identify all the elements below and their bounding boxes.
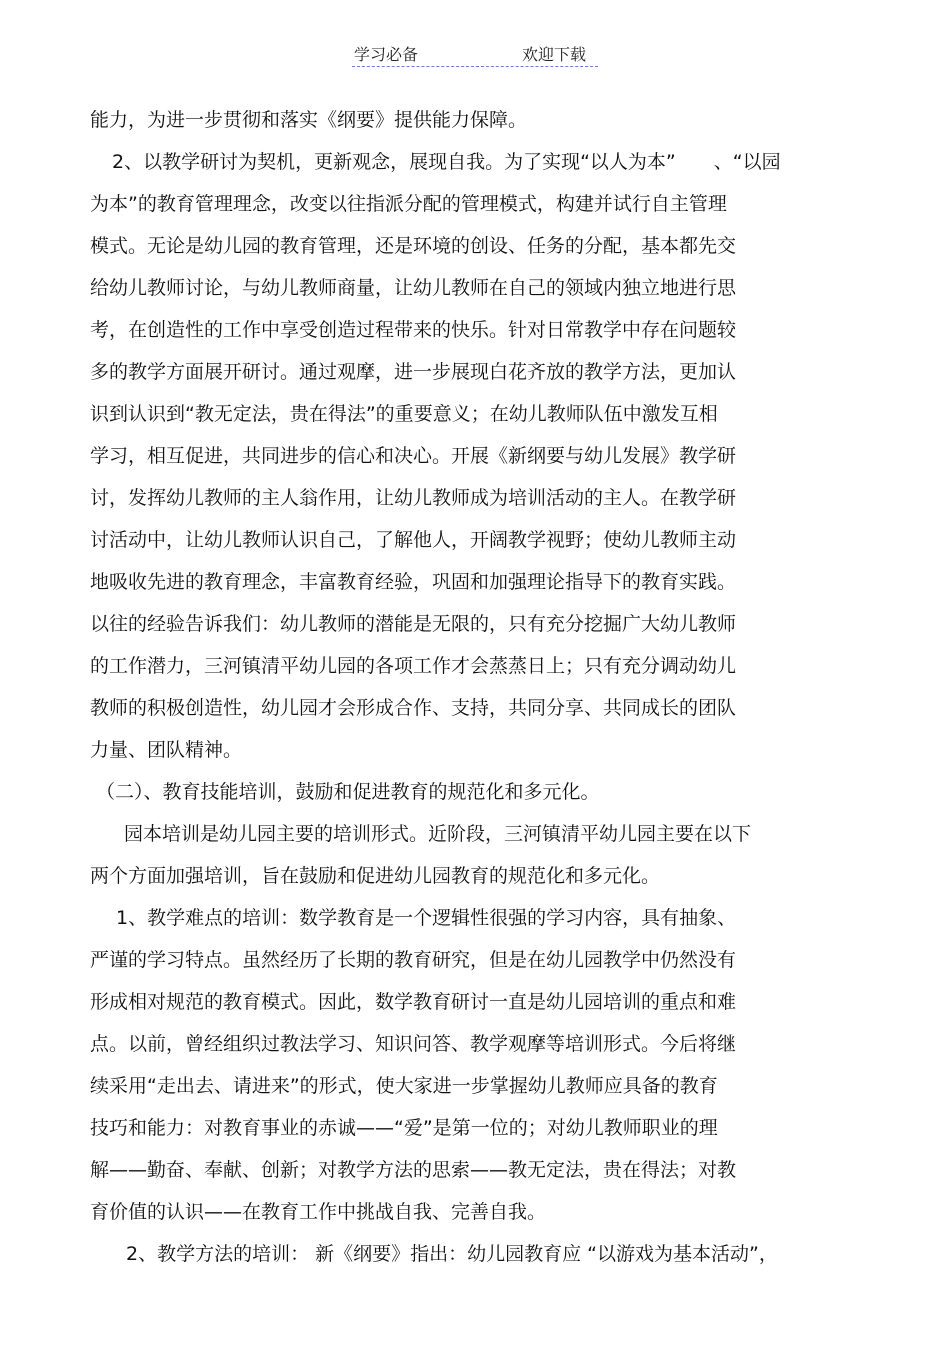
body-line-21: 严谨的学习特点。虽然经历了长期的教育研究，但是在幼儿园教学中仍然没有 bbox=[90, 949, 737, 971]
body-line-6: 考，在创造性的工作中享受创造过程带来的快乐。针对日常教学中存在问题较 bbox=[90, 319, 737, 341]
header-left-text: 学习必备 bbox=[354, 45, 419, 64]
body-line-7: 多的教学方面展开研讨。通过观摩，进一步展现白花齐放的教学方法，更加认 bbox=[90, 361, 737, 383]
header-right-text: 欢迎下载 bbox=[522, 45, 587, 64]
body-line-3: 为本”的教育管理理念，改变以往指派分配的管理模式，构建并试行自主管理 bbox=[90, 193, 727, 215]
page-header bbox=[352, 40, 598, 67]
body-line-26: 解——勤奋、奉献、创新；对教学方法的思索——教无定法，贵在得法；对教 bbox=[90, 1159, 737, 1181]
body-line-2: 2、以教学研讨为契机，更新观念，展现自我。为了实现“以人为本” 、“以园 bbox=[112, 151, 781, 173]
body-line-1: 能力，为进一步贯彻和落实《纲要》提供能力保障。 bbox=[90, 109, 528, 131]
body-line-8: 识到认识到“教无定法，贵在得法”的重要意义；在幼儿教师队伍中激发互相 bbox=[90, 403, 718, 425]
body-line-18: 园本培训是幼儿园主要的培训形式。近阶段，三河镇清平幼儿园主要在以下 bbox=[124, 823, 752, 845]
body-line-27: 育价值的认识——在教育工作中挑战自我、完善自我。 bbox=[90, 1201, 547, 1223]
body-line-16: 力量、团队精神。 bbox=[90, 739, 243, 761]
body-line-24: 续采用“走出去、请进来”的形式，使大家进一步掌握幼儿教师应具备的教育 bbox=[90, 1075, 718, 1097]
body-line-15: 教师的积极创造性，幼儿园才会形成合作、支持，共同分享、共同成长的团队 bbox=[90, 697, 737, 719]
body-line-10: 讨，发挥幼儿教师的主人翁作用，让幼儿教师成为培训活动的主人。在教学研 bbox=[90, 487, 737, 509]
section-heading-2: （二）、教育技能培训，鼓励和促进教育的规范化和多元化。 bbox=[96, 781, 600, 803]
body-line-22: 形成相对规范的教育模式。因此，数学教育研讨一直是幼儿园培训的重点和难 bbox=[90, 991, 737, 1013]
body-line-28: 2、教学方法的培训： 新《纲要》指出：幼儿园教育应 “以游戏为基本活动”， bbox=[126, 1243, 778, 1265]
body-line-9: 学习，相互促进，共同进步的信心和决心。开展《新纲要与幼儿发展》教学研 bbox=[90, 445, 737, 467]
body-line-20: 1、教学难点的培训：数学教育是一个逻辑性很强的学习内容，具有抽象、 bbox=[116, 907, 737, 929]
body-line-4: 模式。无论是幼儿园的教育管理，还是环境的创设、任务的分配，基本都先交 bbox=[90, 235, 737, 257]
body-line-23: 点。以前，曾经组织过教法学习、知识问答、教学观摩等培训形式。今后将继 bbox=[90, 1033, 737, 1055]
body-line-11: 讨活动中，让幼儿教师认识自己，了解他人，开阔教学视野；使幼儿教师主动 bbox=[90, 529, 737, 551]
body-line-12: 地吸收先进的教育理念，丰富教育经验，巩固和加强理论指导下的教育实践。 bbox=[90, 571, 737, 593]
body-line-19: 两个方面加强培训，旨在鼓励和促进幼儿园教育的规范化和多元化。 bbox=[90, 865, 661, 887]
body-line-14: 的工作潜力，三河镇清平幼儿园的各项工作才会蒸蒸日上；只有充分调动幼儿 bbox=[90, 655, 737, 677]
body-line-5: 给幼儿教师讨论，与幼儿教师商量，让幼儿教师在自己的领域内独立地进行思 bbox=[90, 277, 737, 299]
body-line-13: 以往的经验告诉我们：幼儿教师的潜能是无限的，只有充分挖掘广大幼儿教师 bbox=[90, 613, 737, 635]
body-line-25: 技巧和能力：对教育事业的赤诚——“爱”是第一位的；对幼儿教师职业的理 bbox=[90, 1117, 718, 1139]
